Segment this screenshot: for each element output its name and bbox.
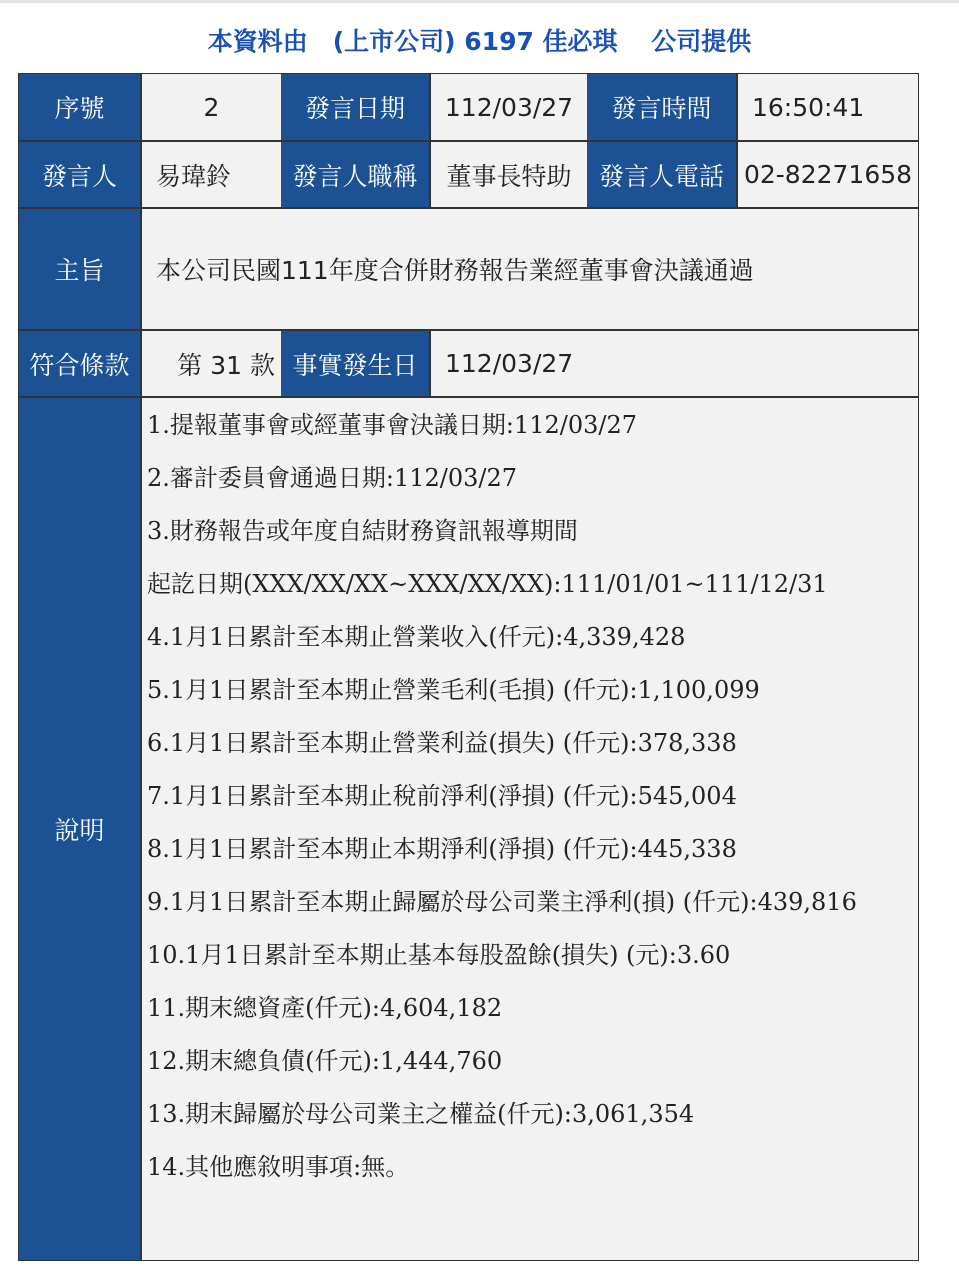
column-divider (736, 74, 738, 207)
description-line: 9.1月1日累計至本期止歸屬於母公司業主淨利(損) (仟元):439,816 (147, 888, 857, 916)
description-line: 14.其他應敘明事項:無。 (147, 1153, 410, 1181)
speaker-title-value: 董事長特助 (431, 142, 587, 207)
description-line: 12.期末總負債(仟元):1,444,760 (147, 1047, 503, 1075)
description-body (147, 399, 917, 1194)
clause-label: 符合條款 (19, 331, 140, 396)
description-line: 4.1月1日累計至本期止營業收入(仟元):4,339,428 (147, 623, 686, 651)
speaker-value: 易瑋鈴 (142, 142, 281, 207)
row-divider (19, 140, 918, 142)
column-divider (429, 74, 431, 207)
description-line: 7.1月1日累計至本期止稅前淨利(淨損) (仟元):545,004 (147, 782, 737, 810)
speaker-phone-label: 發言人電話 (587, 142, 736, 207)
subject-label: 主旨 (19, 209, 140, 329)
top-divider (0, 0, 959, 3)
announcement-source-header: 本資料由 (上市公司) 6197 佳必琪 公司提供 (207, 27, 752, 56)
clause-value: 第 31 款 (142, 331, 281, 396)
description-line: 6.1月1日累計至本期止營業利益(損失) (仟元):378,338 (147, 729, 737, 757)
subject-value: 本公司民國111年度合併財務報告業經董事會決議通過 (142, 209, 918, 329)
announce-date-value: 112/03/27 (431, 74, 587, 140)
seq-label: 序號 (19, 74, 140, 140)
description-line: 8.1月1日累計至本期止本期淨利(淨損) (仟元):445,338 (147, 835, 737, 863)
column-divider (429, 329, 431, 396)
description-line: 3.財務報告或年度自結財務資訊報導期間 (147, 517, 578, 545)
column-divider (140, 74, 142, 1260)
description-line: 5.1月1日累計至本期止營業毛利(毛損) (仟元):1,100,099 (147, 676, 760, 704)
speaker-label: 發言人 (19, 142, 140, 207)
occurrence-date-value: 112/03/27 (431, 331, 918, 396)
description-label: 說明 (19, 398, 140, 1260)
row-divider (19, 396, 918, 398)
description-line: 1.提報董事會或經董事會決議日期:112/03/27 (147, 411, 638, 439)
description-line: 起訖日期(XXX/XX/XX~XXX/XX/XX):111/01/01~111/12/31 (147, 570, 828, 598)
announcement-table (18, 73, 919, 1261)
description-line: 10.1月1日累計至本期止基本每股盈餘(損失) (元):3.60 (147, 941, 731, 969)
announce-time-label: 發言時間 (587, 74, 736, 140)
row-divider (19, 207, 918, 209)
seq-value: 2 (142, 74, 281, 140)
description-line: 11.期末總資產(仟元):4,604,182 (147, 994, 503, 1022)
announce-date-label: 發言日期 (281, 74, 429, 140)
description-line: 2.審計委員會通過日期:112/03/27 (147, 464, 518, 492)
announce-time-value: 16:50:41 (738, 74, 918, 140)
row-divider (19, 329, 918, 331)
occurrence-date-label: 事實發生日 (281, 331, 429, 396)
speaker-phone-value: 02-82271658 (738, 142, 918, 207)
description-line: 13.期末歸屬於母公司業主之權益(仟元):3,061,354 (147, 1100, 695, 1128)
speaker-title-label: 發言人職稱 (281, 142, 429, 207)
